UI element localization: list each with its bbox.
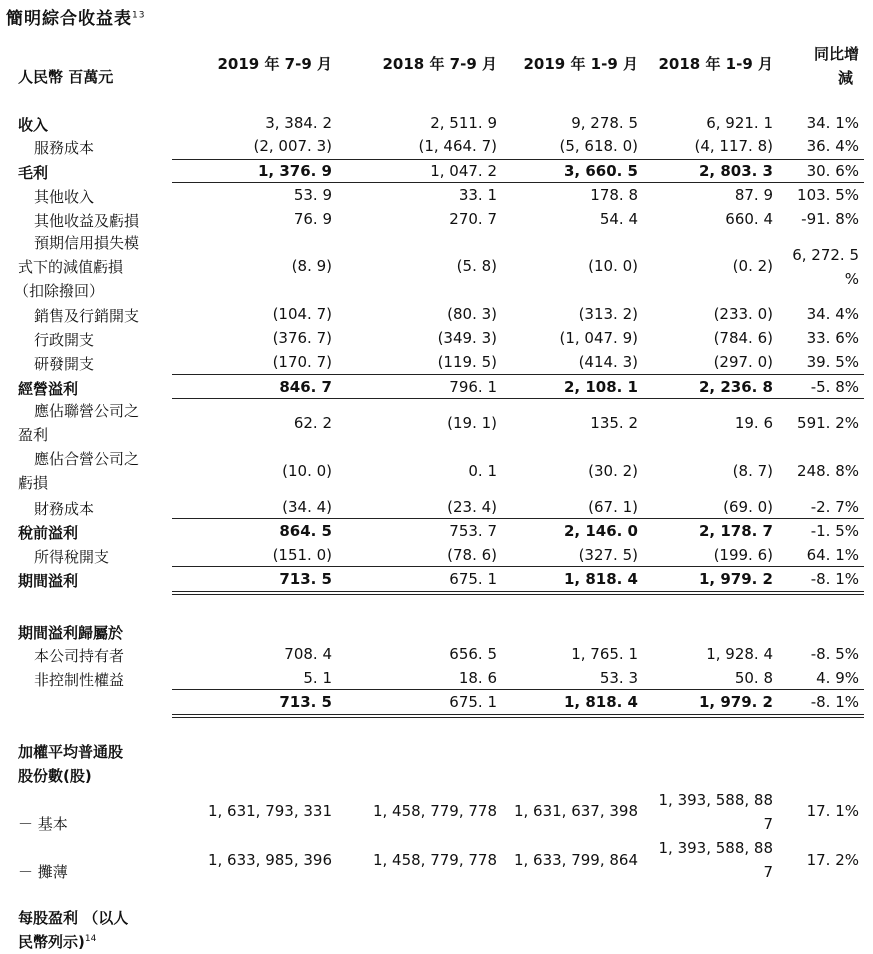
cell: (19. 1): [447, 414, 497, 432]
row-label: 稅前溢利: [18, 524, 79, 542]
cell: 753. 7: [449, 522, 497, 540]
row-label: 其他收益及虧損: [34, 212, 140, 230]
cell: -1. 5%: [810, 522, 859, 540]
table-row-revenue: [0, 112, 873, 136]
rule: [172, 374, 864, 375]
table-row-non-controlling: [0, 667, 873, 691]
cell: (170. 7): [272, 353, 332, 371]
cell: 248. 8%: [797, 462, 859, 480]
cell: 34. 1%: [806, 114, 859, 132]
row-label: 毛利: [18, 164, 49, 182]
table-row-admin-expenses: [0, 327, 873, 351]
cell: 30. 6%: [806, 162, 859, 180]
cell: 675. 1: [449, 693, 497, 711]
cell: (104. 7): [272, 305, 332, 323]
table-row-profit-attributable-heading: [0, 620, 873, 644]
cell: 64. 1%: [806, 546, 859, 564]
table-row-gross-profit: [0, 160, 873, 184]
header-currency: 人民幣 百萬元: [18, 68, 114, 86]
row-label-line1: 應佔合營公司之: [34, 450, 140, 468]
cell: (233. 0): [713, 305, 773, 323]
cell: -91. 8%: [801, 210, 859, 228]
cell: -8. 5%: [810, 645, 859, 663]
cell: (78. 6): [447, 546, 497, 564]
header-col-2018-q3: 2018 年 7-9 月: [382, 55, 497, 73]
row-label: 其他收入: [34, 188, 95, 206]
row-label: 收入: [18, 116, 49, 134]
cell: 36. 4%: [806, 137, 859, 155]
cell: (10. 0): [282, 462, 332, 480]
cell: 1, 633, 799, 864: [513, 851, 638, 869]
cell: 1, 818. 4: [563, 570, 638, 588]
row-label: 財務成本: [34, 500, 95, 518]
row-label: 銷售及行銷開支: [34, 307, 140, 325]
rule: [172, 518, 864, 519]
cell: (414. 3): [578, 353, 638, 371]
rule: [172, 566, 864, 567]
cell: 62. 2: [293, 414, 332, 432]
table-row-cost-of-services: [0, 135, 873, 159]
table-row-profit-for-period: [0, 568, 873, 592]
double-rule: [172, 591, 864, 595]
cell: (69. 0): [723, 498, 773, 516]
cell: 864. 5: [279, 522, 332, 540]
cell: (349. 3): [437, 329, 497, 347]
row-label-line2: 民幣列示)$^{14}$: [18, 933, 97, 951]
cell: (10. 0): [588, 257, 638, 275]
header-col-yoy-line2: 減: [837, 69, 853, 87]
cell: 1, 393, 588, 88: [658, 839, 773, 857]
cell: 1, 633, 985, 396: [207, 851, 332, 869]
cell: 4. 9%: [816, 669, 859, 687]
cell: 2, 108. 1: [563, 378, 638, 396]
cell: 660. 4: [725, 210, 773, 228]
cell: 7: [763, 815, 773, 833]
cell: (119. 5): [437, 353, 497, 371]
cell: 656. 5: [449, 645, 497, 663]
cell: 675. 1: [449, 570, 497, 588]
row-label-line1: 預期信用損失模: [34, 234, 140, 252]
row-label-line1: 每股盈利 （以人: [18, 909, 129, 927]
cell: (23. 4): [447, 498, 497, 516]
cell: (2, 007. 3): [253, 137, 332, 155]
cell: 1, 376. 9: [257, 162, 332, 180]
cell: 19. 6: [734, 414, 773, 432]
cell: 6, 921. 1: [706, 114, 773, 132]
cell: 33. 6%: [806, 329, 859, 347]
row-label: 非控制性權益: [34, 671, 125, 689]
statement-title: 簡明綜合收益表$^{13}$: [6, 9, 146, 29]
cell: 270. 7: [449, 210, 497, 228]
cell: (313. 2): [578, 305, 638, 323]
row-label-line2: 盈利: [18, 426, 49, 444]
cell: (80. 3): [447, 305, 497, 323]
cell: 9, 278. 5: [571, 114, 638, 132]
cell: (297. 0): [713, 353, 773, 371]
cell: 178. 8: [590, 186, 638, 204]
row-label: 研發開支: [34, 355, 95, 373]
cell: 39. 5%: [806, 353, 859, 371]
row-label: 行政開支: [34, 331, 95, 349]
row-label: － 基本: [18, 815, 68, 833]
cell: 591. 2%: [797, 414, 859, 432]
row-label: 經營溢利: [18, 380, 79, 398]
cell: 1, 818. 4: [563, 693, 638, 711]
cell: 1, 458, 779, 778: [372, 851, 497, 869]
table-row-finance-costs: [0, 496, 873, 520]
cell: (0. 2): [732, 257, 773, 275]
cell: 103. 5%: [797, 186, 859, 204]
cell: 2, 178. 7: [698, 522, 773, 540]
cell: (376. 7): [272, 329, 332, 347]
cell: -5. 8%: [810, 378, 859, 396]
cell: 1, 979. 2: [698, 570, 773, 588]
cell: 1, 631, 793, 331: [207, 802, 332, 820]
cell: 6, 272. 5: [792, 246, 859, 264]
cell: (8. 7): [732, 462, 773, 480]
header-col-2018-9m: 2018 年 1-9 月: [658, 55, 773, 73]
cell: (1, 047. 9): [559, 329, 638, 347]
cell: 53. 9: [293, 186, 332, 204]
cell: 135. 2: [590, 414, 638, 432]
cell: 18. 6: [458, 669, 497, 687]
row-label-line2: 式下的減值虧損: [18, 258, 124, 276]
table-row-total: [0, 691, 873, 715]
cell: 1, 458, 779, 778: [372, 802, 497, 820]
row-label-line1: 加權平均普通股: [18, 743, 124, 761]
table-row-operating-profit: [0, 376, 873, 400]
cell: (1, 464. 7): [418, 137, 497, 155]
cell: 1, 393, 588, 88: [658, 791, 773, 809]
cell: (67. 1): [588, 498, 638, 516]
cell: 0. 1: [468, 462, 497, 480]
cell: 7: [763, 863, 773, 881]
cell: 1, 765. 1: [571, 645, 638, 663]
cell: (151. 0): [272, 546, 332, 564]
cell: 2, 803. 3: [698, 162, 773, 180]
cell: 2, 236. 8: [698, 378, 773, 396]
row-label-line1: 應佔聯營公司之: [34, 402, 140, 420]
table-row-owners: [0, 643, 873, 667]
cell: 1, 928. 4: [706, 645, 773, 663]
cell: (784. 6): [713, 329, 773, 347]
cell: (4, 117. 8): [694, 137, 773, 155]
cell: 76. 9: [293, 210, 332, 228]
cell: %: [844, 270, 859, 288]
header-col-yoy-line1: 同比增: [813, 45, 859, 63]
cell: 2, 511. 9: [430, 114, 497, 132]
rule: [172, 182, 864, 183]
row-label: 期間溢利: [18, 572, 79, 590]
table-row-rnd-expenses: [0, 351, 873, 375]
cell: 3, 384. 2: [265, 114, 332, 132]
cell: 17. 2%: [806, 851, 859, 869]
cell: 5. 1: [303, 669, 332, 687]
table-row-other-gains-losses: [0, 208, 873, 232]
table-row-income-tax: [0, 544, 873, 568]
cell: (30. 2): [588, 462, 638, 480]
header-col-2019-9m: 2019 年 1-9 月: [523, 55, 638, 73]
cell: -8. 1%: [810, 693, 859, 711]
cell: 2, 146. 0: [563, 522, 638, 540]
cell: (34. 4): [282, 498, 332, 516]
header-col-2019-q3: 2019 年 7-9 月: [217, 55, 332, 73]
cell: 54. 4: [599, 210, 638, 228]
rule: [172, 398, 864, 399]
row-label-line2: 虧損: [18, 474, 49, 492]
cell: 846. 7: [279, 378, 332, 396]
cell: 713. 5: [279, 693, 332, 711]
row-label: － 攤薄: [18, 863, 68, 881]
cell: 87. 9: [734, 186, 773, 204]
double-rule: [172, 714, 864, 718]
cell: 17. 1%: [806, 802, 859, 820]
cell: (199. 6): [713, 546, 773, 564]
table-row-selling-expenses: [0, 303, 873, 327]
cell: -8. 1%: [810, 570, 859, 588]
table-row-other-income: [0, 184, 873, 208]
cell: 1, 979. 2: [698, 693, 773, 711]
row-label: 期間溢利歸屬於: [18, 624, 124, 642]
cell: 713. 5: [279, 570, 332, 588]
cell: 3, 660. 5: [563, 162, 638, 180]
cell: (5, 618. 0): [559, 137, 638, 155]
cell: (327. 5): [578, 546, 638, 564]
cell: 708. 4: [284, 645, 332, 663]
row-label-line2: 股份數(股): [18, 767, 92, 785]
cell: 53. 3: [599, 669, 638, 687]
row-label: 服務成本: [34, 139, 95, 157]
table-row-profit-before-tax: [0, 520, 873, 544]
rule: [172, 689, 864, 690]
cell: (8. 9): [291, 257, 332, 275]
row-label: 本公司持有者: [34, 647, 125, 665]
cell: 33. 1: [458, 186, 497, 204]
cell: -2. 7%: [810, 498, 859, 516]
row-label-line3: （扣除撥回）: [14, 282, 105, 300]
cell: 34. 4%: [806, 305, 859, 323]
cell: 50. 8: [734, 669, 773, 687]
cell: 1, 631, 637, 398: [513, 802, 638, 820]
cell: 1, 047. 2: [430, 162, 497, 180]
cell: (5. 8): [456, 257, 497, 275]
row-label: 所得稅開支: [34, 548, 110, 566]
cell: 796. 1: [449, 378, 497, 396]
